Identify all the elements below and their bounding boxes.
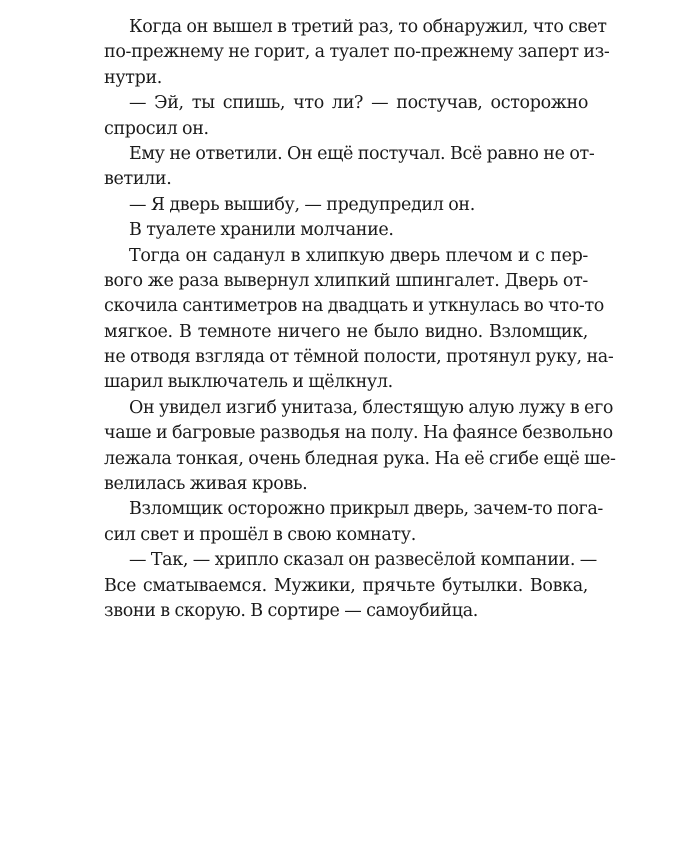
text-line: Тогда он саданул в хлипкую дверь плечом и с пер- [129, 245, 588, 266]
text-line: — Эй, ты спишь, что ли? — постучав, осторожно [129, 93, 588, 114]
paragraph [104, 244, 614, 396]
text-line: — Я дверь вышибу, — предупредил он. [129, 194, 475, 215]
paragraph [104, 497, 603, 548]
text-line: лежала тонкая, очень бледная рука. На её сгибе ещё ше- [104, 448, 616, 469]
text-line: спросил он. [104, 118, 209, 139]
paragraph [104, 193, 588, 218]
text-line: Ему не ответили. Он ещё постучал. Всё равно не от- [129, 143, 595, 164]
text-line: нутри. [104, 67, 162, 88]
text-line: звони в скорую. В сортире — самоубийца. [104, 600, 479, 621]
paragraph [104, 218, 588, 243]
text-line: — Так, — хрипло сказал он развесёлой компании. — [129, 550, 597, 571]
text-line: сил свет и прошёл в свою комнату. [104, 524, 416, 545]
paragraph [104, 548, 597, 624]
text-line: чаше и багровые разводья на полу. На фаянсе безвольно [104, 423, 613, 444]
text-line: Он увидел изгиб унитаза, блестящую алую лужу в его [129, 397, 614, 418]
text-line: ветили. [104, 169, 172, 190]
text-line: вого же раза вывернул хлипкий шпингалет. Дверь от- [104, 270, 588, 291]
text-line: шарил выключатель и щёлкнул. [104, 372, 393, 393]
text-line: велилась живая кровь. [104, 474, 308, 495]
paragraph [104, 142, 595, 193]
text-line: мягкое. В темноте ничего не было видно. Взломщик, [104, 321, 588, 342]
body-text [104, 15, 616, 624]
text-line: Когда он вышел в третий раз, то обнаружил, что свет [129, 17, 607, 37]
text-line: Все сматываемся. Мужики, прячьте бутылки. Вовка, [104, 575, 588, 596]
text-line: В туалете хранили молчание. [129, 220, 394, 241]
text-line: Взломщик осторожно прикрыл дверь, зачем-то пога- [129, 499, 603, 520]
text-line: не отводя взгляда от тёмной полости, протянул руку, на- [104, 347, 614, 368]
text-line: по-прежнему не горит, а туалет по-прежнему заперт из- [104, 42, 610, 63]
paragraph [104, 91, 588, 142]
paragraph [104, 396, 616, 498]
text-line: скочила сантиметров на двадцать и уткнулась во что-то [104, 296, 604, 317]
paragraph [104, 15, 610, 91]
